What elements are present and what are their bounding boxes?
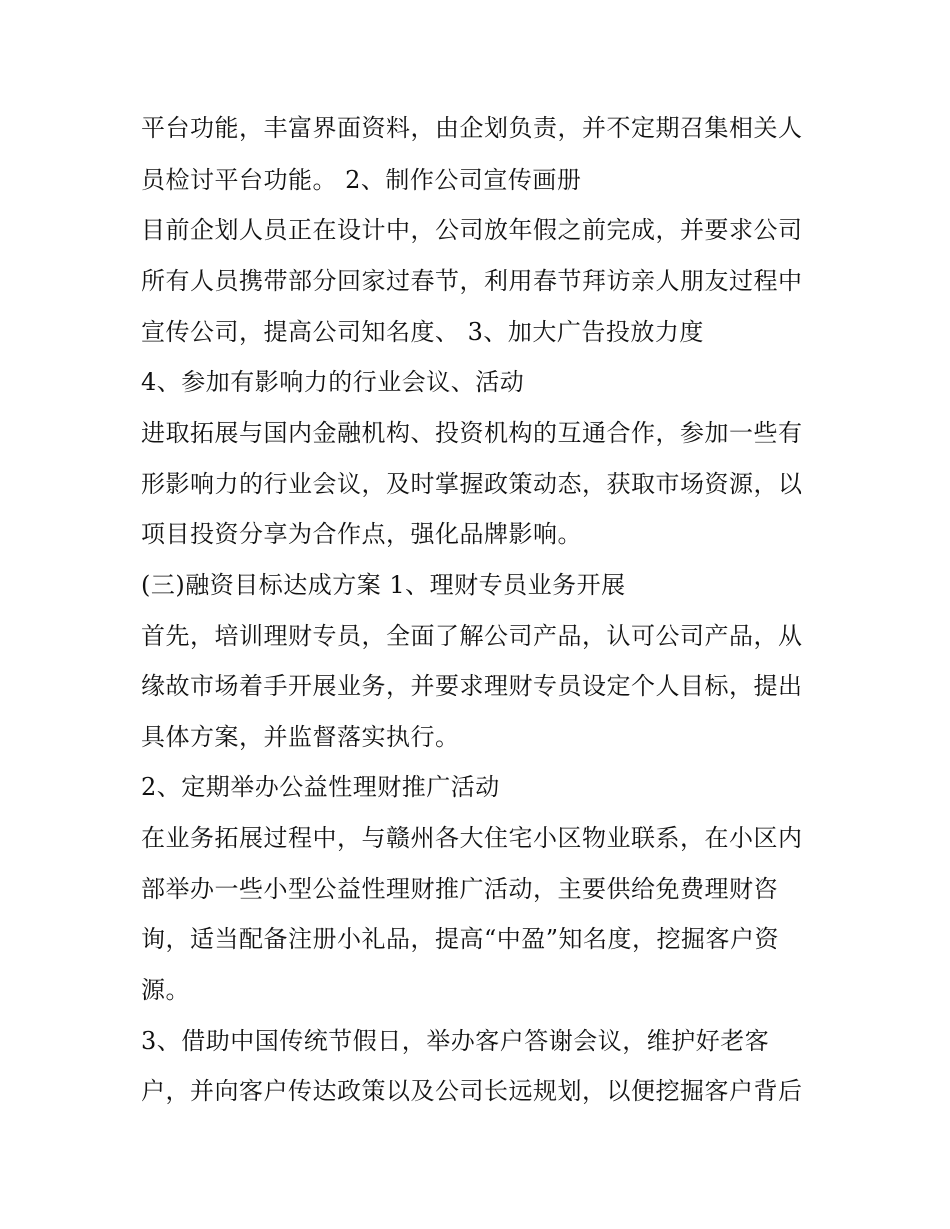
text-line: 员检讨平台功能。 2、制作公司宣传画册 (141, 166, 582, 194)
text-line: 平台功能，丰富界面资料，由企划负责，并不定期召集相关人 (141, 114, 803, 142)
text-line: 缘故市场着手开展业务，并要求理财专员设定个人目标，提出 (141, 672, 803, 700)
text-line: 部举办一些小型公益性理财推广活动，主要供给免费理财咨 (141, 875, 778, 903)
text-line: 首先，培训理财专员，全面了解公司产品，认可公司产品，从 (141, 622, 803, 650)
section-heading: 2、定期举办公益性理财推广活动 (141, 773, 500, 801)
text-line: 进取拓展与国内金融机构、投资机构的互通合作，参加一些有 (141, 419, 803, 447)
text-line: 具体方案，并监督落实执行。 (141, 723, 460, 751)
text-line: 项目投资分享为合作点，强化品牌影响。 (141, 520, 582, 548)
text-line: 目前企划人员正在设计中，公司放年假之前完成，并要求公司 (141, 216, 803, 244)
section-heading: 3、借助中国传统节假日，举办客户答谢会议，维护好老客 (141, 1027, 770, 1055)
text-line: 源。 (141, 976, 190, 1004)
text-line: 宣传公司，提高公司知名度、 3、加大广告投放力度 (141, 318, 704, 346)
text-line: 所有人员携带部分回家过春节，利用春节拜访亲人朋友过程中 (141, 267, 803, 295)
text-line: 询，适当配备注册小礼品，提高“中盈”知名度，挖掘客户资 (141, 925, 780, 953)
text-line: 形影响力的行业会议，及时掌握政策动态，获取市场资源，以 (141, 470, 803, 498)
section-heading: (三)融资目标达成方案 1、理财专员业务开展 (141, 571, 626, 599)
text-line: 户，并向客户传达政策以及公司长远规划，以便挖掘客户背后 (141, 1077, 803, 1105)
section-heading: 4、参加有影响力的行业会议、活动 (141, 368, 525, 396)
text-line: 在业务拓展过程中，与赣州各大住宅小区物业联系，在小区内 (141, 824, 803, 852)
